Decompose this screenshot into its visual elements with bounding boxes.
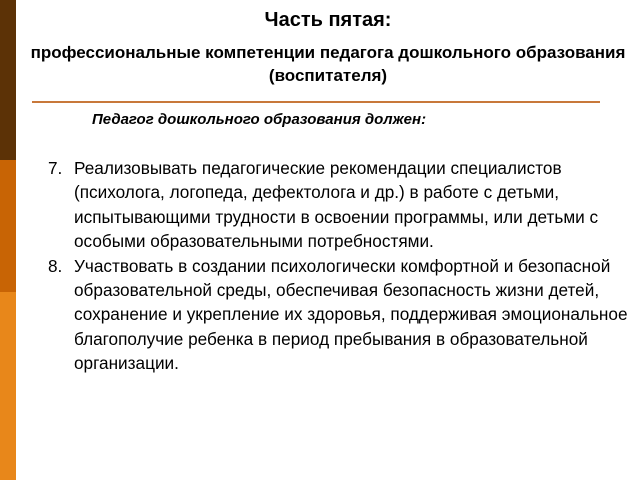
list-item-number: 7. [48, 158, 63, 178]
competence-list [48, 156, 638, 376]
list-item-text: Участвовать в создании психологически комфортной и безопасной образовательной среды, обеспечивая безопасность жизни детей, сохранение и укрепление их здоровья, поддерживая эмоциональное благополучие ребенка в период пребывания в образовательной организации. [74, 255, 628, 374]
list-item-8 [48, 254, 638, 376]
list-item-number: 8. [48, 255, 63, 276]
title-divider [32, 101, 600, 103]
accent-bar-top-segment [0, 0, 16, 160]
accent-bar-middle-segment [0, 160, 16, 292]
lead-text: Педагог дошкольного образования должен: [92, 111, 427, 128]
accent-bar-bottom-segment [0, 292, 16, 480]
left-accent-bar [0, 0, 16, 480]
slide-subtitle: профессиональные компетенции педагога дошкольного образования (воспитателя) [30, 43, 626, 85]
list-item-text: Реализовывать педагогические рекомендации специалистов (психолога, логопеда, дефектолога и др.) в работе с детьми, испытывающими трудности в освоении программы, или детьми с особыми образовательными потребностями. [74, 158, 599, 252]
slide-title: Часть пятая: [264, 9, 392, 31]
list-item-7 [48, 156, 638, 254]
